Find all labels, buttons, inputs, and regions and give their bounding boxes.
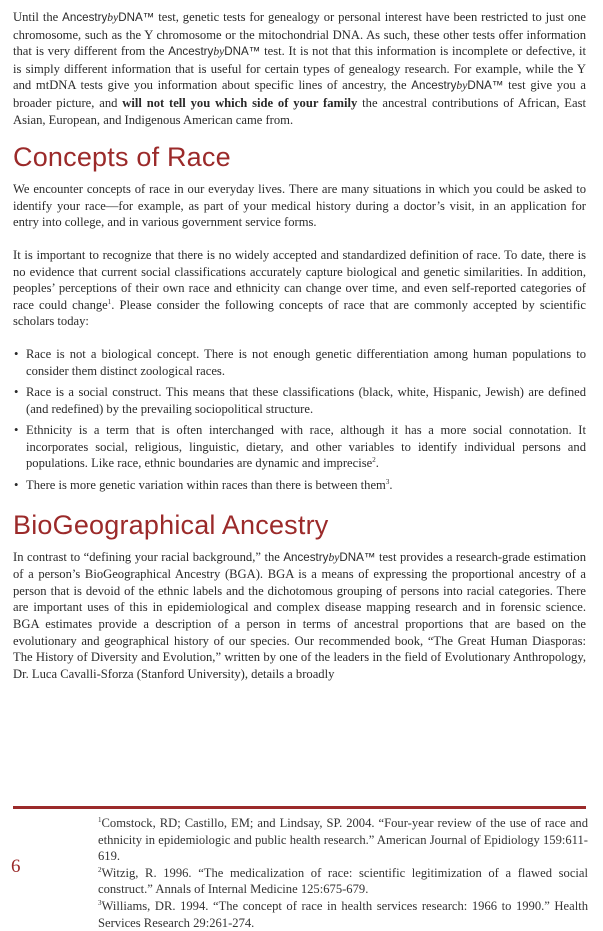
footnote-ref[interactable]: 3 bbox=[385, 477, 390, 486]
section-heading-biogeographical-ancestry: BioGeographical Ancestry bbox=[13, 509, 329, 540]
footnote: $^3$Williams, DR. 1994. “The concept of race in health services research: 1966 to 1990.” Health Services Research 29:261-274. bbox=[98, 898, 588, 930]
footnote-ref[interactable]: 2 bbox=[372, 456, 376, 465]
list-item: • Ethnicity is a term that is often interchanged with race, although it has a more social connotation. It incorporates social, religious, linguistic, dietary, and other variables to identify individual persons and populations. Like race, ethnic boundaries are dynamic and imprecise$^2$. bbox=[14, 423, 586, 471]
race-definition-paragraph: It is important to recognize that there is no widely accepted and standardized definition of race. To date, there is no evidence that current social classifications accurately capture biological and genetic similarities. In addition, peoples’ perceptions of their own race and ethnicity can change over time, and even self-reported categories of race could change$^1$. Please consider the following concepts of race that are commonly accepted by scientific scholars today: bbox=[13, 247, 586, 329]
bullet-icon: • bbox=[14, 423, 19, 438]
footnote: $^2$Witzig, R. 1996. “The medicalization of race: scientific legitimization of a flawed social construct.” Annals of Internal Medicine 125:675-679. bbox=[98, 865, 588, 897]
footnote-ref[interactable]: 1 bbox=[107, 297, 112, 306]
list-item: • Race is not a biological concept. There is not enough genetic differentiation among human populations to consider them distinct zoological races. bbox=[14, 346, 586, 378]
footnote: $^1$Comstock, RD; Castillo, EM; and Lindsay, SP. 2004. “Four-year review of the use of race and ethnicity in epidemiologic and public health research.” American Journal of Epidiology 159:611-619. bbox=[98, 815, 588, 864]
race-intro-paragraph: We encounter concepts of race in our everyday lives. There are many situations in which you could be asked to identify your race—for example, as part of your medical history during a doctor’s visit, in an application for entry into college, and in various government service forms. bbox=[13, 182, 586, 230]
race-concepts-list bbox=[13, 346, 586, 494]
list-item: • Race is a social construct. This means that these classifications (black, white, Hispanic, Jewish) are defined (and redefined) by the prevailing sociopolitical structure. bbox=[14, 385, 586, 416]
page-number: 6 bbox=[11, 856, 21, 877]
footnotes bbox=[98, 815, 588, 931]
list-item: • There is more genetic variation within races than there is between them$^3$. bbox=[14, 477, 393, 493]
brand-name: AncestrybyDNA™ bbox=[411, 79, 504, 93]
bga-paragraph: In contrast to “defining your racial background,” the AncestrybyDNA™ test provides a research-grade estimation of a person’s BioGeographical Ancestry (BGA). BGA is a means of expressing the proportional ancestry of a person that is devoid of the ethnic labels and the dichotomous grouping of persons into racial categories. There are important uses of this in epidemiological and complex disease mapping research and in forensic science. BGA estimates provide a description of a person in terms of ancestral proportions that are based on the evolutionary and geographical history of our species. Our recommended book, “The Great Human Diasporas: The History of Diversity and Evolution,” written by one of the leaders in the field of Evolutionary Anthropology, Dr. Luca Cavalli-Sforza (Stanford University), details a broadly bbox=[13, 549, 586, 681]
bullet-icon: • bbox=[14, 385, 19, 400]
bullet-icon: • bbox=[14, 346, 19, 361]
brand-name: AncestrybyDNA™ bbox=[62, 11, 155, 24]
footnote-divider bbox=[13, 806, 586, 809]
brand-name: AncestrybyDNA™ bbox=[283, 550, 376, 564]
page-body bbox=[13, 9, 586, 682]
intro-paragraph: Until the AncestrybyDNA™ test, genetic tests for genealogy or personal interest have been restricted to just one chromosome, such as the Y chromosome or the mitochondrial DNA. As such, these other tests offer information that is very different from the AncestrybyDNA™ test. It is not that this information is incomplete or defective, it is simply different information that is useful for certain types of genealogy research. For example, while the Y and mtDNA tests give you information about specific lines of ancestry, the AncestrybyDNA™ test give you a broader picture, and will not tell you which side of your family the ancestral contributions of African, East Asian, European, and Indigenous American came from. bbox=[13, 10, 587, 127]
section-heading-concepts-of-race: Concepts of Race bbox=[13, 142, 231, 173]
brand-name: AncestrybyDNA™ bbox=[168, 45, 261, 59]
emphasis-text: will not tell you which side of your family bbox=[122, 95, 358, 110]
bullet-icon: • bbox=[14, 478, 19, 493]
